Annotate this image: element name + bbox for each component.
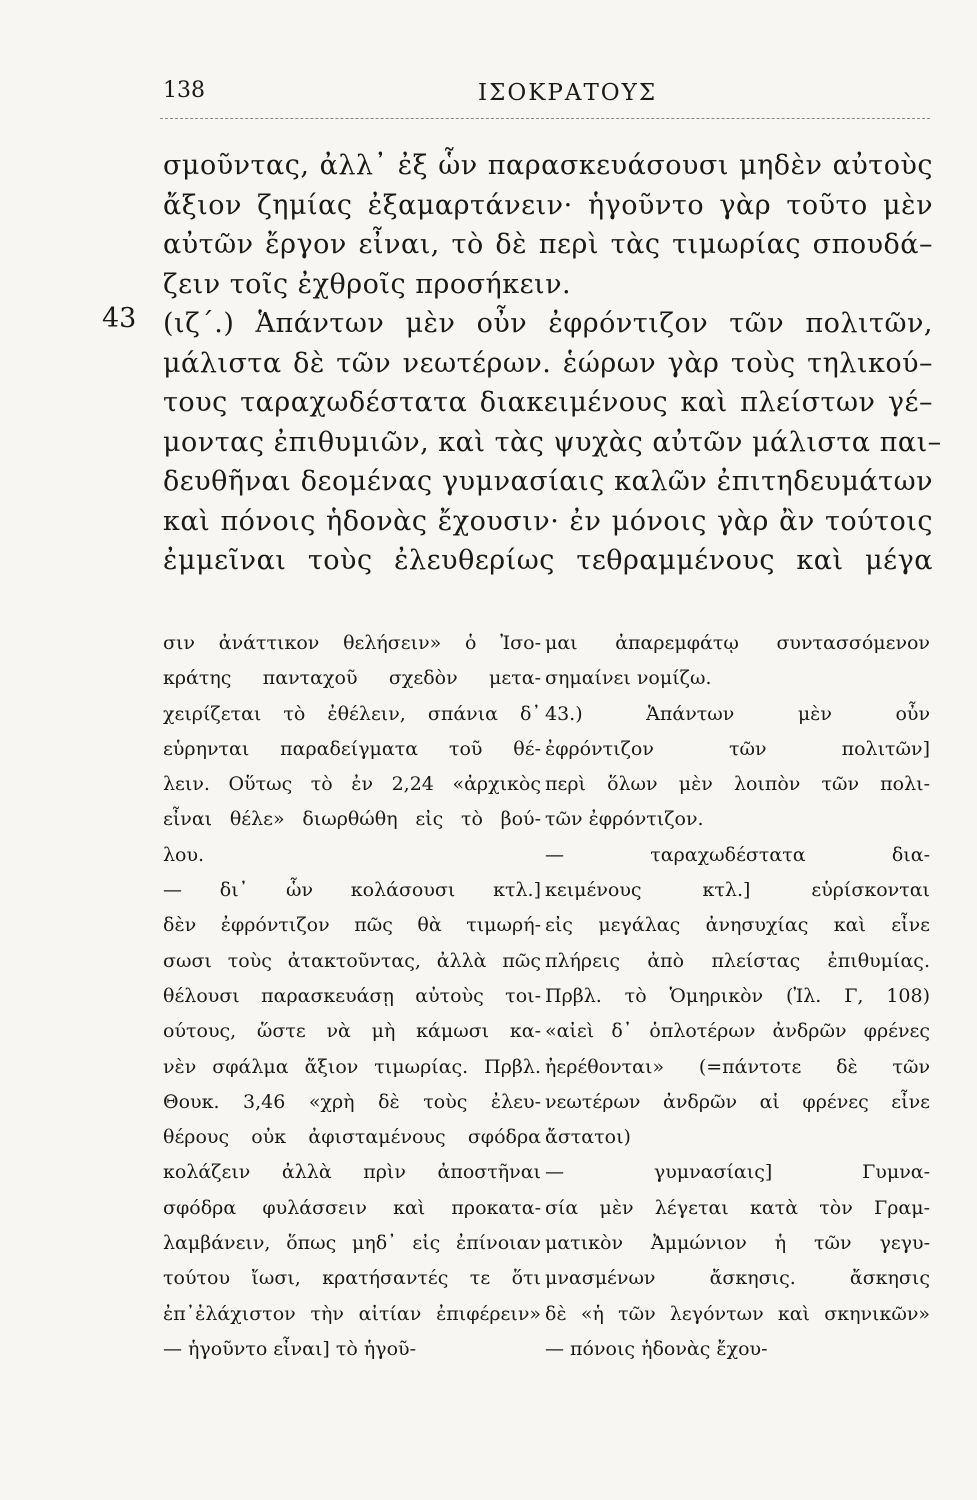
page-number: 138 bbox=[163, 78, 205, 103]
note-line: — ἡγοῦντο εἶναι] τὸ ἡγοῦ- bbox=[163, 1337, 417, 1360]
note-line: κράτης πανταχοῦ σχεδὸν μετα- bbox=[163, 667, 541, 690]
note-line: ματικὸν Ἀμμώνιον ἡ τῶν γεγυ- bbox=[545, 1232, 930, 1255]
note-line: σωσι τοὺς ἀτακτοῦντας, ἀλλὰ πῶς bbox=[163, 949, 541, 972]
note-line: «αἰεὶ δ᾽ ὁπλοτέρων ἀνδρῶν φρένες bbox=[545, 1020, 930, 1043]
main-text-line: ἄξιον ζημίας ἐξαμαρτάνειν· ἡγοῦντο γὰρ τοῦτο μὲν bbox=[163, 189, 933, 221]
main-text-line: αὐτῶν ἔργον εἶναι, τὸ δὲ περὶ τὰς τιμωρίας σπουδά– bbox=[163, 229, 933, 260]
main-text-line: δευθῆναι δεομένας γυμνασίαις καλῶν ἐπιτηδευμάτων bbox=[163, 466, 933, 497]
section-number: 43 bbox=[102, 303, 137, 334]
note-line: κειμένους κτλ.] εὑρίσκονται bbox=[545, 879, 930, 902]
note-line: μνασμένων ἄσκησις. ἄσκησις bbox=[545, 1267, 930, 1290]
main-text-line: τους ταραχωδέστατα διακειμένους καὶ πλείστων γέ– bbox=[163, 387, 933, 418]
note-line: ούτους, ὥστε νὰ μὴ κάμωσι κα- bbox=[163, 1020, 541, 1043]
notes-right-column bbox=[545, 626, 930, 1367]
note-line: λαμβάνειν, ὅπως μηδ᾽ εἰς ἐπίνοιαν bbox=[163, 1232, 541, 1255]
note-line: Πρβλ. τὸ Ὁμηρικὸν (Ἰλ. Γ, 108) bbox=[545, 984, 930, 1007]
note-line: κολάζειν ἀλλὰ πρὶν ἀποστῆναι bbox=[163, 1161, 541, 1184]
note-line: δὲ «ἡ τῶν λεγόντων καὶ σκηνικῶν» bbox=[545, 1302, 930, 1325]
main-text-line: μοντας ἐπιθυμιῶν, καὶ τὰς ψυχὰς αὐτῶν μάλιστα παι– bbox=[163, 426, 942, 458]
note-line: ἠερέθονται» (=πάντοτε δὲ τῶν bbox=[545, 1055, 930, 1078]
note-line: θέρους οὐκ ἀφισταμένους σφόδρα bbox=[163, 1126, 541, 1149]
note-line: ἐφρόντιζον τῶν πολιτῶν] bbox=[545, 737, 930, 760]
running-title: ΙΣΟΚΡΑΤΟΥΣ bbox=[478, 80, 658, 106]
note-line: εἰς μεγάλας ἀνησυχίας καὶ εἶνε bbox=[545, 914, 930, 937]
note-line: λου. bbox=[163, 843, 205, 866]
note-line: — ταραχωδέστατα δια- bbox=[545, 843, 930, 866]
note-line: χειρίζεται τὸ ἐθέλειν, σπάνια δ᾽ bbox=[163, 702, 541, 725]
main-text bbox=[163, 146, 942, 581]
note-line: Θουκ. 3,46 «χρὴ δὲ τοὺς ἐλευ- bbox=[163, 1090, 541, 1113]
note-line: — δι᾽ ὧν κολάσουσι κτλ.] bbox=[163, 879, 541, 902]
note-line: σία μὲν λέγεται κατὰ τὸν Γραμ- bbox=[545, 1196, 930, 1219]
note-line: νὲν σφάλμα ἄξιον τιμωρίας. Πρβλ. bbox=[163, 1055, 541, 1078]
note-line: ἐπ᾽ἐλάχιστον τὴν αἰτίαν ἐπιφέρειν» bbox=[163, 1302, 541, 1325]
note-line: τούτου ἴωσι, κρατήσαντές τε ὅτι bbox=[163, 1267, 541, 1290]
main-text-line: μάλιστα δὲ τῶν νεωτέρων. ἑώρων γὰρ τοὺς τηλικού– bbox=[163, 347, 933, 379]
note-line: θέλουσι παρασκευάσῃ αὐτοὺς τοι- bbox=[163, 984, 541, 1007]
note-line: σφόδρα φυλάσσειν καὶ προκατα- bbox=[163, 1196, 541, 1219]
note-line: — πόνοις ἡδονὰς ἔχου- bbox=[545, 1337, 768, 1360]
main-text-line: ἐμμεῖναι τοὺς ἐλευθερίως τεθραμμένους καὶ μέγα bbox=[163, 545, 933, 576]
note-line: νεωτέρων ἀνδρῶν αἱ φρένες εἶνε bbox=[545, 1090, 930, 1113]
note-line: πλήρεις ἀπὸ πλείστας ἐπιθυμίας. bbox=[545, 949, 930, 972]
note-line: δὲν ἐφρόντιζον πῶς θὰ τιμωρή- bbox=[163, 914, 541, 937]
note-line: σιν ἀνάττικον θελήσειν» ὁ Ἰσο- bbox=[163, 632, 541, 654]
note-line: εὑρηνται παραδείγματα τοῦ θέ- bbox=[163, 737, 541, 760]
note-line: μαι ἀπαρεμφάτῳ συντασσόμενον bbox=[545, 632, 930, 654]
running-head bbox=[0, 72, 977, 112]
note-line: ἄστατοι) bbox=[545, 1126, 631, 1149]
note-line: λειν. Οὕτως τὸ ἐν 2,24 «ἀρχικὸς bbox=[163, 773, 541, 796]
note-line: 43.) Ἁπάντων μὲν οὖν bbox=[545, 702, 930, 725]
notes-left-column bbox=[163, 626, 541, 1367]
note-line: σημαίνει νομίζω. bbox=[545, 667, 712, 690]
note-line: περὶ ὅλων μὲν λοιπὸν τῶν πολι- bbox=[545, 773, 930, 796]
note-line: — γυμνασίαις] Γυμνα- bbox=[545, 1161, 930, 1184]
main-text-line: καὶ πόνοις ἡδονὰς ἔχουσιν· ἐν μόνοις γὰρ ἂν τούτοις bbox=[163, 505, 933, 537]
main-text-line: (ιζ΄.) Ἁπάντων μὲν οὖν ἐφρόντιζον τῶν πολιτῶν, bbox=[163, 308, 933, 339]
main-text-line: ζειν τοῖς ἐχθροῖς προσήκειν. bbox=[163, 268, 572, 300]
main-text-line: σμοῦντας, ἀλλ᾽ ἐξ ὧν παρασκευάσουσι μηδὲν αὐτοὺς bbox=[163, 150, 933, 181]
note-line: τῶν ἐφρόντιζον. bbox=[545, 808, 704, 831]
note-line: εἶναι θέλε» διωρθώθη εἰς τὸ βού- bbox=[163, 808, 541, 831]
header-rule bbox=[160, 118, 930, 119]
